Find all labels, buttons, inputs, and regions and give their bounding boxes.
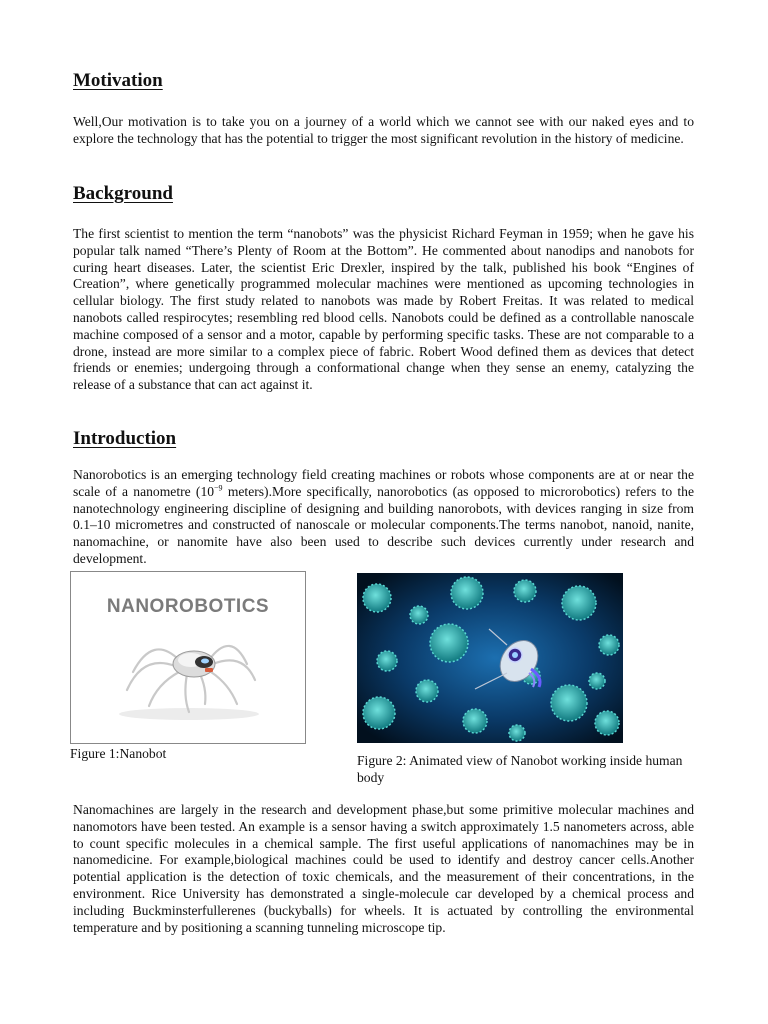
intro-text-part2: meters).More specifically, nanorobotics (as opposed to microrobotics) refers to the nanotechnology engineering discipline of designing and building nanorobots, with devices ranging in size from 0.1–10 micrometres and constructed of nanoscale or molecular components.The terms nanobot, nanoid, nanite, nanomachine, or nanomite have also been used to describe such devices currently under research and development. <box>73 483 694 566</box>
figure-1-caption: Figure 1:Nanobot <box>70 746 167 761</box>
introduction-paragraph <box>73 467 694 568</box>
figure-1-nanobot-image <box>70 571 306 744</box>
motivation-heading: Motivation <box>73 70 163 91</box>
intro-text-part1: Nanorobotics is an emerging technology field creating machines or robots whose components are at or near the scale of a nanometre (10 <box>73 467 694 499</box>
nanorobotics-image-title: NANOROBOTICS <box>106 596 270 617</box>
motivation-paragraph: Well,Our motivation is to take you on a journey of a world which we cannot see with our naked eyes and to explore the technology that has the potential to trigger the most significant revolution in the history of medicine. <box>73 114 694 146</box>
introduction-heading: Introduction <box>73 428 177 449</box>
figure-2-caption: Figure 2: Animated view of Nanobot working inside human body <box>357 753 683 785</box>
figure-2-nanobot-in-body-image <box>357 573 623 743</box>
nanometre-exponent: −9 <box>214 483 223 493</box>
background-paragraph: The first scientist to mention the term “nanobots” was the physicist Richard Feyman in 1959; when he gave his popular talk named “There’s Plenty of Room at the Bottom”. He commented about nanodips and nanobots for curing heart diseases. Later, the scientist Eric Drexler, inspired by the talk, published his book “Engines of Creation”, where genetically programmed molecular machines were mentioned as upcoming technologies in cellular biology. The first study related to nanobots was made by Robert Freitas. It was related to medical nanobots called respirocytes; resembling red blood cells. Nanobots could be defined as a controllable nanoscale machine composed of a sensor and a motor, capable by performing specific tasks. These are not comparable to a drone, instead are more similar to a complex piece of fabric. Robert Wood defined them as devices that detect friends or enemies; undergoing through a conformational change when they sense an enemy, catalyzing the release of a substance that can act against it. <box>73 226 694 393</box>
background-heading: Background <box>73 183 173 204</box>
nanomachines-paragraph: Nanomachines are largely in the research and development phase,but some primitive molecular machines and nanomotors have been tested. An example is a sensor having a switch approximately 1.5 nanometers across, able to count specific molecules in a chemical sample. The first useful applications of nanomachines may be in nanomedicine. For example,biological machines could be used to identify and destroy cancer cells.Another potential application is the detection of toxic chemicals, and the measurement of their concentrations, in the environment. Rice University has demonstrated a single-molecule car developed by a chemical process and including Buckminsterfullerenes (buckyballs) for wheels. It is actuated by controlling the environmental temperature and by positioning a scanning tunneling microscope tip. <box>73 802 694 935</box>
